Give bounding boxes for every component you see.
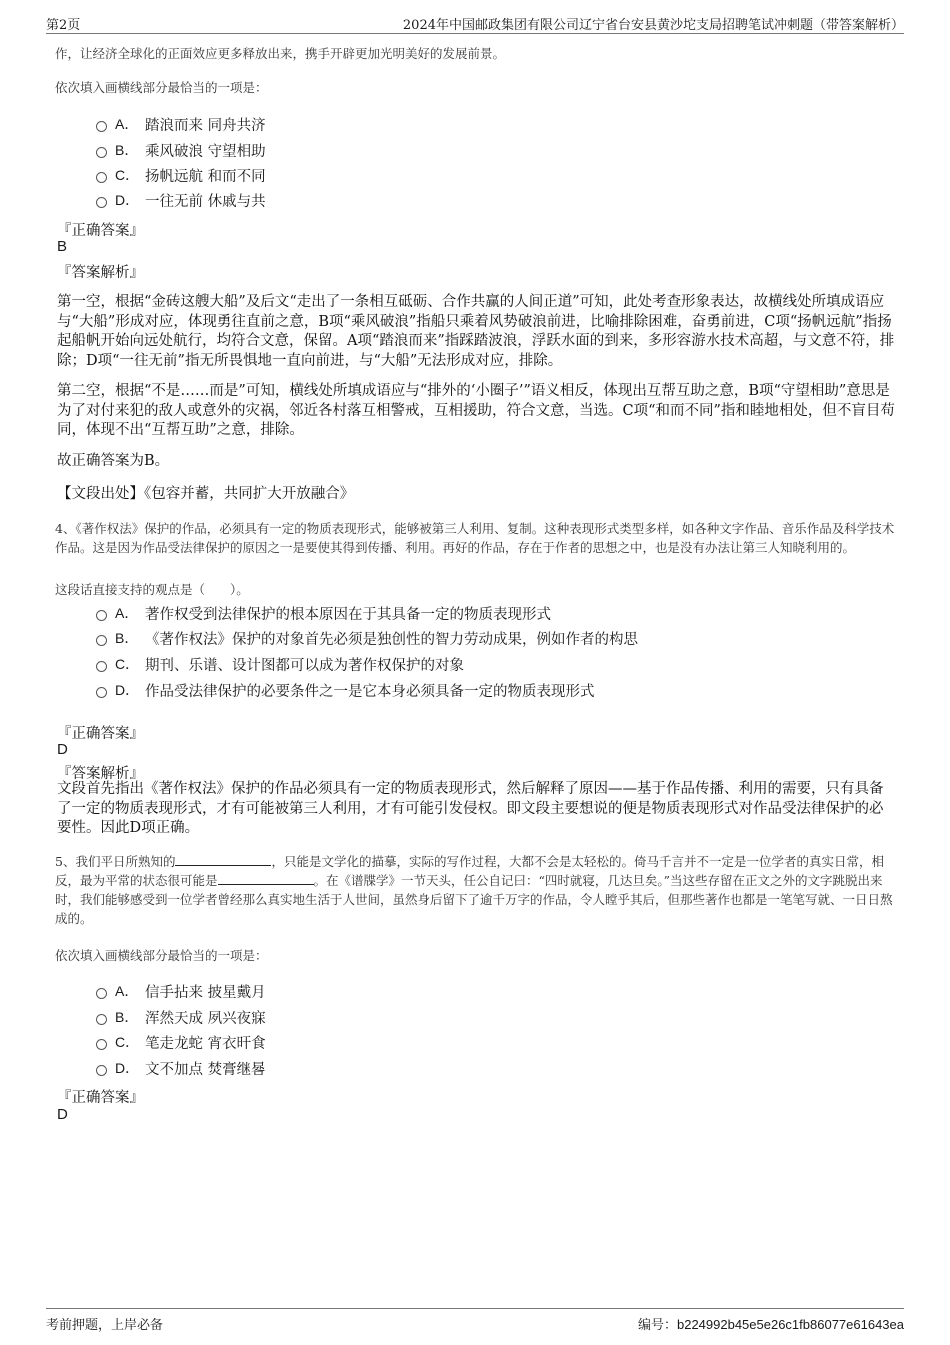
q4-answer-label: 『正确答案』 xyxy=(57,726,144,742)
option-letter: C． xyxy=(115,656,140,672)
option-letter: B． xyxy=(115,630,139,646)
header-divider xyxy=(46,33,904,34)
option-letter: B． xyxy=(115,142,139,158)
option-letter: D． xyxy=(115,682,140,698)
q3-prompt: 依次填入画横线部分最恰当的一项是： xyxy=(55,80,268,95)
q5-stem-part-2: ，只能是文学化的描摹，实际的写作过程，大都不会是太轻松的。倚马千言并不一定是一位学者的真实日常，相反，最为平常的状态很可能是 xyxy=(55,854,884,888)
footer-divider xyxy=(46,1308,904,1309)
radio-icon[interactable] xyxy=(96,121,107,132)
q5-option-d[interactable] xyxy=(96,1058,266,1078)
radio-icon[interactable] xyxy=(96,147,107,158)
option-text: 浑然天成 夙兴夜寐 xyxy=(145,1010,266,1027)
fill-blank-2 xyxy=(218,872,314,885)
q4-option-a[interactable] xyxy=(96,603,551,623)
q3-answer-label: 『正确答案』 xyxy=(57,223,144,239)
option-text: 扬帆远航 和而不同 xyxy=(145,168,266,185)
q5-option-c[interactable] xyxy=(96,1032,266,1052)
q4-analysis-label: 『答案解析』 xyxy=(57,766,144,782)
option-text: 《著作权法》保护的对象首先必须是独创性的智力劳动成果，例如作者的构思 xyxy=(145,631,638,648)
radio-icon[interactable] xyxy=(96,172,107,183)
q4-option-d[interactable] xyxy=(96,680,595,700)
option-letter: D． xyxy=(115,1060,140,1076)
option-letter: A． xyxy=(115,605,139,621)
q4-option-c[interactable] xyxy=(96,654,464,674)
q4-option-b[interactable] xyxy=(96,628,638,648)
radio-icon[interactable] xyxy=(96,1039,107,1050)
page-number: 第2页 xyxy=(46,18,81,33)
q3-answer: B xyxy=(57,238,68,255)
radio-icon[interactable] xyxy=(96,1014,107,1025)
document-title: 2024年中国邮政集团有限公司辽宁省台安县黄沙坨支局招聘笔试冲刺题（带答案解析） xyxy=(402,18,904,33)
radio-icon[interactable] xyxy=(96,687,107,698)
q3-source: 【文段出处】《包容并蓄，共同扩大开放融合》 xyxy=(57,486,355,502)
q3-analysis-paragraph-2: 第二空，根据“不是……而是”可知，横线处所填成语应与“排外的‘小圈子’”语义相反，体现出互帮互助之意，B项“守望相助”意思是为了对付来犯的敌人或意外的灾祸，邻近各村落互相警戒，互相援助，符合文意，当选。C项“和而不同”指和睦地相处，但不盲目苟同，体现不出“互帮互助”之意，排除。 xyxy=(57,383,895,438)
radio-icon[interactable] xyxy=(96,661,107,672)
radio-icon[interactable] xyxy=(96,1065,107,1076)
option-text: 一往无前 休戚与共 xyxy=(145,193,266,210)
q4-analysis: 文段首先指出《著作权法》保护的作品必须具有一定的物质表现形式，然后解释了原因——基于作品传播、利用的需要，只有具备了一定的物质表现形式，才有可能被第三人利用，才有可能引发侵权。即文段主要想说的便是物质表现形式对作品受法律保护的必要性。因此D项正确。 xyxy=(57,781,884,836)
q5-answer-label: 『正确答案』 xyxy=(57,1090,144,1106)
q3-analysis-paragraph-1: 第一空，根据“金砖这艘大船”及后文“走出了一条相互砥砺、合作共赢的人间正道”可知，此处考查形象表达，故横线处所填成语应与“大船”形成对应，体现勇往直前之意，B项“乘风破浪”指船只乘着风势破浪前进，比喻排除困难，奋勇前进，C项“扬帆远航”指扬起船帆开始向远处航行，均符合文意，保留。A项“踏浪而来”指踩踏波浪，浮跃水面的到来，多形容游水技术高超，与文意不符，排除；D项“一往无前”指无所畏惧地一直向前进，与“大船”无法形成对应，排除。 xyxy=(57,294,895,369)
q3-option-c[interactable] xyxy=(96,165,266,185)
option-text: 乘风破浪 守望相助 xyxy=(145,143,266,160)
q3-option-a[interactable] xyxy=(96,114,266,134)
document-code-value: b224992b45e5e26c1fb86077e61643ea xyxy=(676,1317,904,1332)
q5-option-a[interactable] xyxy=(96,981,266,1001)
q4-prompt: 这段话直接支持的观点是（ ）。 xyxy=(55,582,249,597)
q5-prompt: 依次填入画横线部分最恰当的一项是： xyxy=(55,948,268,963)
radio-icon[interactable] xyxy=(96,610,107,621)
radio-icon[interactable] xyxy=(96,988,107,999)
option-text: 作品受法律保护的必要条件之一是它本身必须具备一定的物质表现形式 xyxy=(145,683,595,700)
q3-intro-tail: 作，让经济全球化的正面效应更多释放出来，携手开辟更加光明美好的发展前景。 xyxy=(55,46,506,61)
option-text: 笔走龙蛇 宵衣旰食 xyxy=(145,1035,266,1052)
q5-stem-part-1: 5、我们平日所熟知的 xyxy=(55,854,176,869)
option-text: 著作权受到法律保护的根本原因在于其具备一定的物质表现形式 xyxy=(145,606,551,623)
option-text: 踏浪而来 同舟共济 xyxy=(145,117,266,134)
option-letter: C． xyxy=(115,1034,140,1050)
q3-option-b[interactable] xyxy=(96,140,266,160)
q5-answer: D xyxy=(57,1106,68,1123)
footer-slogan: 考前押题，上岸必备 xyxy=(46,1318,164,1333)
option-letter: D． xyxy=(115,192,140,208)
option-text: 期刊、乐谱、设计图都可以成为著作权保护的对象 xyxy=(145,657,464,674)
q3-analysis-label: 『答案解析』 xyxy=(57,265,144,281)
fill-blank-1 xyxy=(175,853,271,866)
q3-analysis-conclusion: 故正确答案为B。 xyxy=(57,453,170,469)
document-code xyxy=(638,1314,904,1333)
radio-icon[interactable] xyxy=(96,635,107,646)
option-letter: A． xyxy=(115,983,139,999)
option-letter: A． xyxy=(115,116,139,132)
q4-answer: D xyxy=(57,741,68,758)
q5-option-b[interactable] xyxy=(96,1007,266,1027)
option-text: 文不加点 焚膏继晷 xyxy=(145,1061,266,1078)
q5-stem xyxy=(55,852,895,928)
option-text: 信手拈来 披星戴月 xyxy=(145,984,266,1001)
radio-icon[interactable] xyxy=(96,197,107,208)
q4-stem: 4、《著作权法》保护的作品，必须具有一定的物质表现形式，能够被第三人利用、复制。这种表现形式类型多样，如各种文字作品、音乐作品及科学技术作品。这是因为作品受法律保护的原因之一是要使其得到传播、利用。再好的作品，存在于作者的思想之中，也是没有办法让第三人知晓利用的。 xyxy=(55,521,895,555)
option-letter: C． xyxy=(115,167,140,183)
document-code-label: 编号： xyxy=(637,1318,677,1333)
q3-option-d[interactable] xyxy=(96,190,266,210)
option-letter: B． xyxy=(115,1009,139,1025)
q5-stem-part-3: 。在《谱牒学》一节天头，任公自记曰：“四时就寝，几达旦矣。”当这些存留在正文之外的文字跳脱出来时，我们能够感受到一位学者曾经那么真实地生活于人世间，虽然身后留下了逾千万字的作品，令人瞠乎其后，但那些著作也都是一笔笔写就、一日日熬成的。 xyxy=(55,873,893,926)
